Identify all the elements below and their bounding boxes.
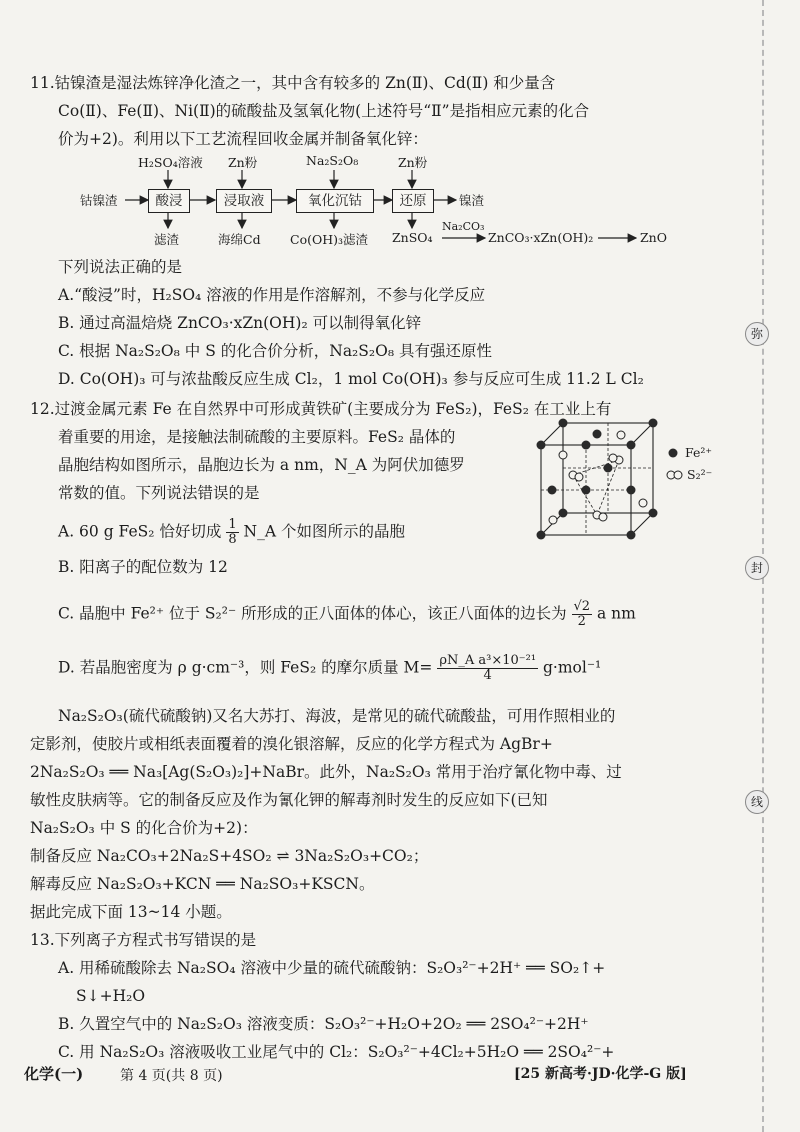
- q13-option-a-line1: A. 用稀硫酸除去 Na₂SO₄ 溶液中少量的硫代硫酸钠：S₂O₃²⁻+2H⁺ ══ SO₂↑+: [58, 959, 606, 977]
- q11-option-b: B. 通过高温焙烧 ZnCO₃·xZn(OH)₂ 可以制得氧化锌: [58, 314, 422, 332]
- q12-option-a-pre: A. 60 g FeS₂ 恰好切成: [58, 522, 222, 541]
- fraction-numerator: √2: [573, 599, 591, 614]
- footer-page-number: 第 4 页(共 8 页): [120, 1068, 223, 1084]
- flow-start: 钴镍渣: [80, 193, 118, 208]
- flow-product-1: ZnCO₃·xZn(OH)₂: [488, 230, 594, 245]
- q12-option-c-post: a nm: [597, 604, 636, 623]
- flow-input-4: Zn粉: [398, 155, 428, 170]
- flow-product-2: ZnO: [640, 230, 667, 245]
- binding-mark-2: 封: [745, 556, 769, 580]
- q12-option-c-pre: C. 晶胞中 Fe²⁺ 位于 S₂²⁻ 所形成的正八面体的体心，该正八面体的边长为: [58, 604, 567, 623]
- q13-option-a-line2: S↓+H₂O: [76, 987, 146, 1005]
- q12-line2: 着重要的用途，是接触法制硫酸的主要原料。FeS₂ 晶体的: [58, 428, 456, 446]
- q11-option-d: D. Co(OH)₃ 可与浓盐酸反应生成 Cl₂，1 mol Co(OH)₃ 参与反应可生成 11.2 L Cl₂: [58, 370, 644, 388]
- flow-nickel-residue: 镍渣: [459, 193, 485, 208]
- q12-option-d: [58, 654, 601, 683]
- footer-subject: 化学(一): [24, 1065, 84, 1083]
- q11-line2: Co(Ⅱ)、Fe(Ⅱ)、Ni(Ⅱ)的硫酸盐及氢氧化物(上述符号“Ⅱ”是指相应元素的化合: [58, 102, 590, 120]
- legend-s-label: S₂²⁻: [687, 467, 713, 482]
- fes2-unit-cell-figure: [533, 415, 763, 555]
- flow-output-1: 滤渣: [154, 232, 180, 247]
- passage-prep-reaction: 制备反应 Na₂CO₃+2Na₂S+4SO₂ ⇌ 3Na₂S₂O₃+CO₂；: [30, 847, 429, 865]
- q12-option-b: B. 阳离子的配位数为 12: [58, 558, 228, 576]
- passage-line5: Na₂S₂O₃ 中 S 的化合价为+2)：: [30, 819, 258, 837]
- passage-detox-reaction: 解毒反应 Na₂S₂O₃+KCN ══ Na₂SO₃+KSCN。: [30, 875, 375, 893]
- q12-option-a-fraction: [226, 518, 238, 547]
- fraction-numerator: 1: [228, 517, 237, 532]
- q12-option-a: [58, 518, 405, 547]
- flow-output-2: 海绵Cd: [218, 232, 261, 247]
- q13-option-b: B. 久置空气中的 Na₂S₂O₃ 溶液变质：S₂O₃²⁻+H₂O+2O₂ ══ 2SO₄²⁻+2H⁺: [58, 1015, 589, 1033]
- q12-option-d-fraction: [437, 654, 538, 683]
- q12-option-d-pre: D. 若晶胞密度为 ρ g·cm⁻³，则 FeS₂ 的摩尔质量 M=: [58, 658, 433, 677]
- footer-edition: [25 新高考·JD·化学-G 版]: [514, 1066, 687, 1082]
- passage-line3: 2Na₂S₂O₃ ══ Na₃[Ag(S₂O₃)₂]+NaBr。此外，Na₂S₂O₃ 常用于治疗氰化物中毒、过: [30, 763, 622, 781]
- q13-stem: 13.下列离子方程式书写错误的是: [30, 931, 257, 949]
- q12-option-d-post: g·mol⁻¹: [542, 658, 602, 677]
- q12-line3: 晶胞结构如图所示，晶胞边长为 a nm，N_A 为阿伏加德罗: [58, 456, 465, 474]
- flow-box-acid-leach: 酸浸: [148, 189, 190, 213]
- flow-output-4: ZnSO₄: [392, 230, 433, 245]
- binding-mark-1: 弥: [745, 322, 769, 346]
- fraction-denominator: 8: [228, 532, 237, 547]
- flow-box-leachate: 浸取液: [216, 189, 272, 213]
- legend-fe-label: Fe²⁺: [685, 445, 712, 460]
- q11-option-a: A.“酸浸”时，H₂SO₄ 溶液的作用是作溶解剂，不参与化学反应: [58, 286, 486, 304]
- flow-input-3: Na₂S₂O₈: [306, 153, 359, 168]
- passage-line4: 敏性皮肤病等。它的制备反应及作为氰化钾的解毒剂时发生的反应如下(已知: [30, 791, 548, 809]
- flow-box-reduction: 还原: [392, 189, 434, 213]
- q12-option-c: [58, 600, 636, 629]
- unit-cell-drawing: [533, 415, 763, 555]
- q12-line1: 12.过渡金属元素 Fe 在自然界中可形成黄铁矿(主要成分为 FeS₂)，FeS₂ 在工业上有: [30, 400, 612, 418]
- q11-option-c: C. 根据 Na₂S₂O₈ 中 S 的化合价分析，Na₂S₂O₈ 具有强还原性: [58, 342, 492, 360]
- passage-line2: 定影剂，使胶片或相纸表面覆着的溴化银溶解，反应的化学方程式为 AgBr+: [30, 735, 553, 753]
- fraction-denominator: 4: [483, 668, 492, 683]
- flow-input-2: Zn粉: [228, 155, 258, 170]
- passage-line1: Na₂S₂O₃(硫代硫酸钠)又名大苏打、海波，是常见的硫代硫酸盐，可用作照相业的: [58, 707, 616, 725]
- passage-instruction: 据此完成下面 13~14 小题。: [30, 903, 232, 921]
- q11-stem: 下列说法正确的是: [58, 258, 183, 276]
- q13-option-c: C. 用 Na₂S₂O₃ 溶液吸收工业尾气中的 Cl₂：S₂O₃²⁻+4Cl₂+5H₂O ══ 2SO₄²⁻+: [58, 1043, 615, 1061]
- fraction-numerator: ρN_A a³×10⁻²¹: [439, 653, 537, 668]
- q12-line4: 常数的值。下列说法错误的是: [58, 484, 260, 502]
- process-flow-chart: [80, 150, 680, 250]
- flow-output-3: Co(OH)₃滤渣: [290, 232, 369, 247]
- fraction-denominator: 2: [577, 614, 586, 629]
- flow-reagent: Na₂CO₃: [442, 220, 485, 233]
- binding-mark-3: 线: [745, 790, 769, 814]
- q12-option-a-post: N_A 个如图所示的晶胞: [243, 522, 405, 541]
- flow-box-oxidation: 氧化沉钴: [296, 189, 374, 213]
- q11-line3: 价为+2)。利用以下工艺流程回收金属并制备氧化锌：: [58, 130, 428, 148]
- q11-line1: 11.钴镍渣是湿法炼锌净化渣之一，其中含有较多的 Zn(Ⅱ)、Cd(Ⅱ) 和少量含: [30, 74, 556, 92]
- q12-option-c-fraction: [572, 600, 593, 629]
- flow-input-1: H₂SO₄溶液: [138, 155, 203, 170]
